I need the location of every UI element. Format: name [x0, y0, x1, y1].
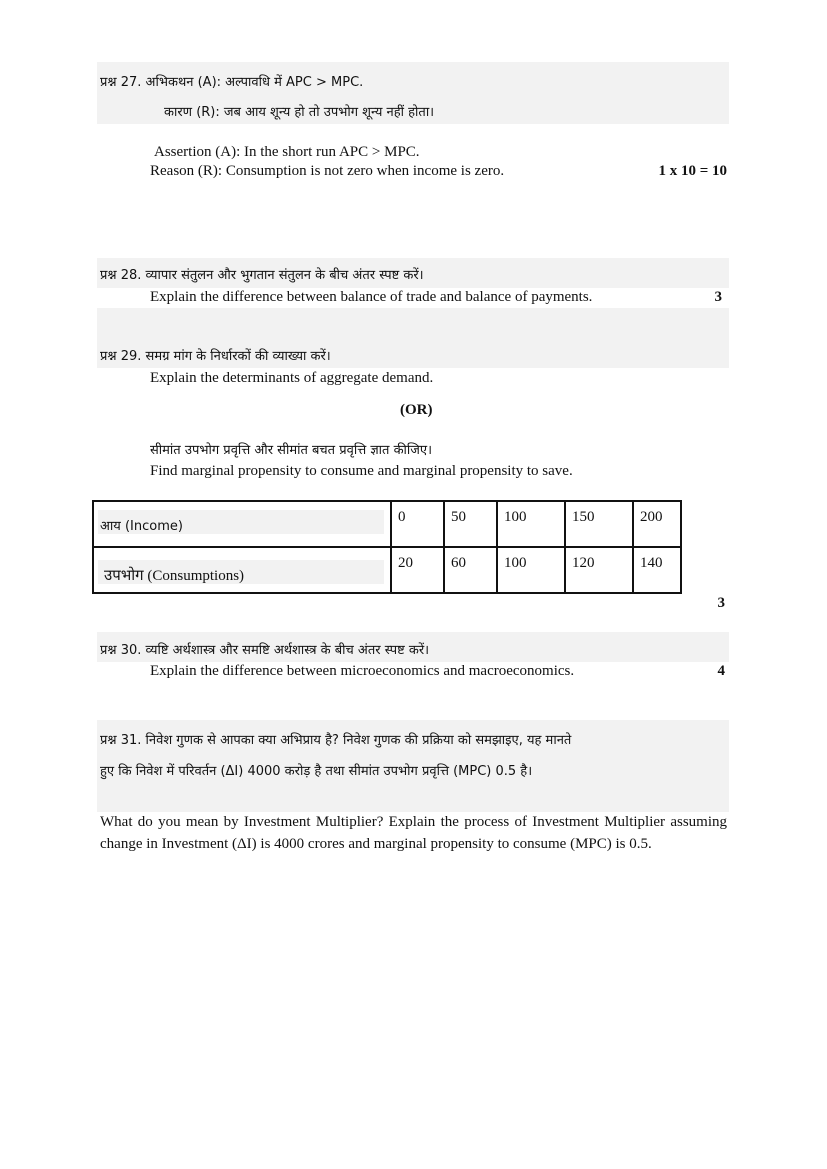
q31-english: What do you mean by Investment Multiplier? Explain the process of Investment Multiplier assuming change in Investment (ΔI) is 4000 crores and marginal propensity to consume (MPC) is 0.5. — [100, 814, 727, 852]
table-cell: 100 — [497, 547, 565, 593]
q27-hindi-reason: कारण (R): जब आय शून्य हो तो उपभोग शून्य नहीं होता। — [164, 105, 435, 120]
income-label: आय (Income) — [100, 519, 183, 534]
q29-or: (OR) — [400, 402, 433, 418]
q29-marks: 3 — [717, 595, 725, 611]
q27-reason: Reason (R): Consumption is not zero when income is zero. — [150, 163, 505, 179]
table-cell: 60 — [444, 547, 497, 593]
consumption-label: उपभोग (Consumptions) — [104, 568, 245, 584]
q28-marks: 3 — [714, 289, 722, 305]
table-cell: 100 — [497, 501, 565, 547]
table-cell: 200 — [633, 501, 681, 547]
q28-hindi: प्रश्न 28. व्यापार संतुलन और भुगतान संतुलन के बीच अंतर स्पष्ट करें। — [100, 268, 424, 283]
q29-hindi: प्रश्न 29. समग्र मांग के निर्धारकों की व्याख्या करें। — [100, 349, 331, 364]
q27-hindi-assertion: प्रश्न 27. अभिकथन (A): अल्पावधि में APC > MPC. — [100, 75, 364, 90]
q27-assertion: Assertion (A): In the short run APC > MPC. — [154, 144, 420, 160]
table-row-consumption — [93, 547, 681, 593]
table-cell: 140 — [633, 547, 681, 593]
q27-marks: 1 x 10 = 10 — [658, 163, 727, 179]
q30-marks: 4 — [717, 663, 725, 679]
q28-english: Explain the difference between balance of trade and balance of payments. — [150, 289, 593, 305]
table-cell: 120 — [565, 547, 633, 593]
q31-hindi-line1: प्रश्न 31. निवेश गुणक से आपका क्या अभिप्राय है? निवेश गुणक की प्रक्रिया को समझाइए, यह मानते — [100, 733, 572, 748]
q30-english: Explain the difference between microeconomics and macroeconomics. — [150, 663, 575, 679]
table-cell: 50 — [444, 501, 497, 547]
income-consumption-table — [92, 500, 682, 594]
q29-english: Explain the determinants of aggregate demand. — [150, 370, 434, 386]
q30-hindi: प्रश्न 30. व्यष्टि अर्थशास्त्र और समष्टि अर्थशास्त्र के बीच अंतर स्पष्ट करें। — [100, 643, 430, 658]
q29-alt-english: Find marginal propensity to consume and marginal propensity to save. — [150, 463, 573, 479]
table-cell: 20 — [391, 547, 444, 593]
table-cell: 150 — [565, 501, 633, 547]
q31-hindi-line2: हुए कि निवेश में परिवर्तन (ΔI) 4000 करोड़ है तथा सीमांत उपभोग प्रवृत्ति (MPC) 0.5 है। — [100, 764, 533, 779]
q29-alt-hindi: सीमांत उपभोग प्रवृत्ति और सीमांत बचत प्रवृत्ति ज्ञात कीजिए। — [150, 443, 433, 458]
table-cell: 0 — [391, 501, 444, 547]
table-row-income — [93, 501, 681, 547]
